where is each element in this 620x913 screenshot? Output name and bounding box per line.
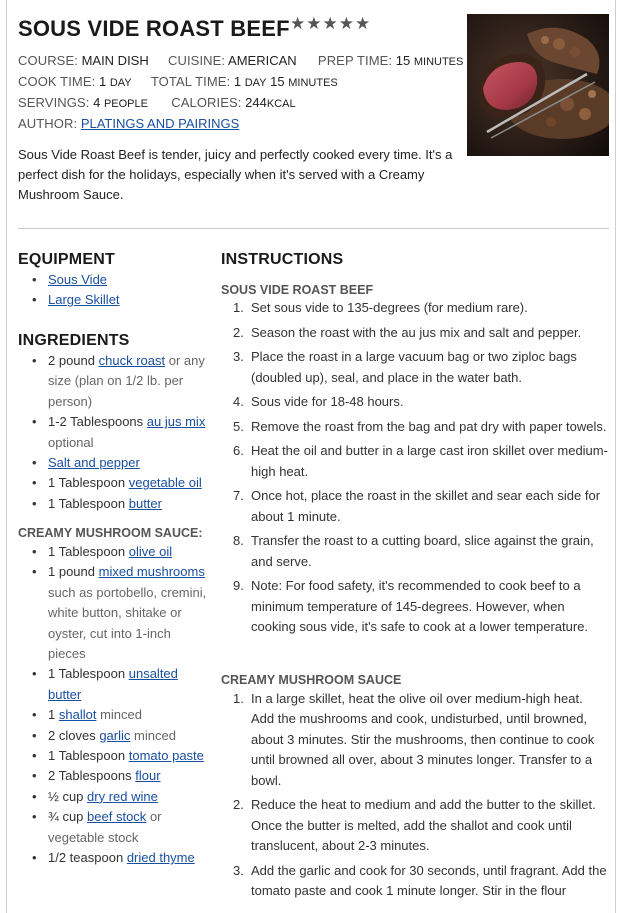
- ingredient-name-link[interactable]: flour: [135, 768, 161, 784]
- instruction-step: [233, 576, 608, 637]
- ingredient-amount: 2 Tablespoons: [48, 768, 132, 784]
- step-number: 1.: [233, 300, 244, 315]
- recipe-title: SOUS VIDE ROAST BEEF: [18, 16, 290, 41]
- cook-time-unit: DAY: [109, 77, 132, 89]
- instruction-step: [233, 298, 608, 318]
- sauce-instructions-heading: CREAMY MUSHROOM SAUCE: [221, 673, 402, 687]
- beef-steps-list: [233, 298, 608, 642]
- ingredient-item: [28, 705, 208, 725]
- meta-row-3: [18, 95, 296, 110]
- equipment-item: [28, 270, 208, 290]
- ingredient-name-link[interactable]: butter: [128, 495, 162, 511]
- ingredient-item: [28, 494, 208, 514]
- ingredient-item: [28, 848, 208, 868]
- instruction-step: [233, 323, 608, 343]
- step-number: 3.: [233, 862, 244, 878]
- prep-time-label: PREP TIME:: [317, 53, 393, 68]
- ingredient-amount: ¾ cup: [48, 809, 84, 825]
- total-time-value-2: 15: [270, 74, 285, 89]
- step-text: Heat the oil and butter in a large cast iron skillet over medium-high heat.: [251, 443, 608, 479]
- ingredient-name-link[interactable]: chuck roast: [98, 353, 166, 368]
- ingredient-name-link[interactable]: shallot: [58, 707, 97, 723]
- recipe-summary: Sous Vide Roast Beef is tender, juicy and perfectly cooked every time. It's a perfect dish for the holidays, especially when it's served with a Creamy Mushroom Sauce.: [18, 147, 453, 202]
- step-number: 1.: [233, 691, 244, 706]
- ingredient-item: [28, 473, 208, 493]
- cuisine-label: CUISINE:: [167, 53, 226, 68]
- ingredients-list: [28, 351, 208, 514]
- step-text: Transfer the roast to a cutting board, slice against the grain, and serve.: [251, 533, 594, 569]
- step-text: Once hot, place the roast in the skillet and sear each side for about 1 minute.: [251, 488, 601, 524]
- ingredient-item: [28, 807, 208, 848]
- step-number: 8.: [233, 533, 244, 549]
- step-text: Add the garlic and cook for 30 seconds, until fragrant. Add the tomato paste and cook 1 minute longer. Stir in the flour: [251, 862, 607, 899]
- calories-value: 244: [245, 95, 267, 110]
- ingredient-note: or any size (plan on 1/2 lb. per person): [48, 353, 205, 409]
- ingredient-amount: 1 pound: [48, 564, 95, 580]
- ingredient-amount: 1 Tablespoon: [48, 748, 126, 764]
- author-link[interactable]: PLATINGS AND PAIRINGS: [80, 116, 240, 131]
- ingredient-amount: 1: [48, 707, 56, 723]
- meta-row-4: [18, 116, 239, 131]
- ingredient-name-link[interactable]: vegetable oil: [128, 475, 202, 491]
- step-number: 2.: [233, 797, 244, 813]
- ingredient-item: [28, 562, 208, 664]
- ingredient-name-link[interactable]: unsalted butter: [48, 666, 178, 702]
- cuisine-value: AMERICAN: [228, 53, 297, 68]
- equipment-link[interactable]: Sous Vide: [48, 272, 108, 287]
- sauce-ingredients-heading: CREAMY MUSHROOM SAUCE:: [18, 526, 203, 540]
- ingredient-amount: 2 cloves: [48, 727, 96, 743]
- equipment-link[interactable]: Large Skillet: [48, 292, 120, 308]
- ingredient-name-link[interactable]: mixed mushrooms: [98, 564, 205, 580]
- step-text: Season the roast with the au jus mix and salt and pepper.: [251, 324, 582, 340]
- step-number: 7.: [233, 488, 244, 504]
- equipment-item: [28, 290, 208, 310]
- ingredients-heading: INGREDIENTS: [18, 332, 130, 349]
- step-number: 5.: [233, 418, 244, 434]
- step-text: In a large skillet, heat the olive oil over medium-high heat. Add the mushrooms and cook, undisturbed, until browned, about 3 minutes. Stir the mushrooms, then continue to cook until browned all over, about 3 minutes longer. Transfer to a bowl.: [251, 691, 595, 788]
- ingredient-note: optional: [48, 434, 94, 450]
- calories-unit: KCAL: [266, 98, 296, 110]
- meta-row-2: [18, 74, 338, 89]
- ingredient-item: [28, 542, 208, 562]
- ingredient-name-link[interactable]: garlic: [99, 727, 131, 743]
- ingredient-amount: 1 Tablespoon: [48, 495, 126, 511]
- ingredient-name-link[interactable]: Salt and pepper: [48, 455, 140, 471]
- calories-label: CALORIES:: [171, 95, 242, 110]
- ingredient-name-link[interactable]: tomato paste: [128, 748, 204, 764]
- ingredient-name-link[interactable]: au jus mix: [146, 414, 206, 430]
- step-text: Set sous vide to 135-degrees (for medium rare).: [251, 300, 528, 315]
- ingredient-note: minced: [134, 727, 176, 743]
- step-text: Note: For food safety, it's recommended to cook beef to a minimum temperature of 145-degrees. However, when cooking sous vide, it's safe to cook at a lower temperature.: [251, 578, 589, 635]
- instruction-step: [233, 795, 608, 856]
- sauce-ingredients-list: [28, 542, 208, 869]
- step-text: Remove the roast from the bag and pat dry with paper towels.: [251, 418, 607, 434]
- instruction-step: [233, 486, 608, 527]
- ingredient-name-link[interactable]: dried thyme: [126, 850, 195, 866]
- servings-unit: PEOPLE: [103, 98, 148, 110]
- instruction-step: [233, 861, 608, 902]
- step-number: 3.: [233, 349, 244, 365]
- step-number: 4.: [233, 394, 244, 410]
- sauce-steps-list: [233, 689, 608, 906]
- ingredient-note: minced: [100, 707, 142, 723]
- meta-row-1: [18, 53, 463, 68]
- ingredient-amount: ½ cup: [48, 788, 84, 804]
- ingredient-note: such as portobello, cremini, white button, shitake or oyster, cut into 1-inch pieces: [48, 584, 207, 662]
- course-value: MAIN DISH: [81, 53, 149, 68]
- step-text: Sous vide for 18-48 hours.: [251, 394, 404, 410]
- ingredient-item: [28, 453, 208, 473]
- ingredient-amount: 1 Tablespoon: [48, 666, 126, 682]
- section-divider: [18, 228, 609, 229]
- ingredient-item: [28, 766, 208, 786]
- step-number: 9.: [233, 578, 244, 594]
- step-number: 2.: [233, 324, 244, 340]
- step-text: Reduce the heat to medium and add the butter to the skillet. Once the butter is melted, add the shallot and cook until translucent, about 2-3 minutes.: [251, 797, 596, 854]
- roast-beef-image: [467, 14, 609, 156]
- rating-stars[interactable]: ★★★★★: [290, 14, 372, 33]
- ingredient-note: or vegetable stock: [48, 809, 162, 845]
- instructions-heading: INSTRUCTIONS: [221, 251, 344, 268]
- course-label: COURSE:: [18, 53, 78, 68]
- ingredient-item: [28, 412, 208, 453]
- ingredient-item: [28, 664, 208, 705]
- instruction-step: [233, 531, 608, 572]
- prep-time-unit: MINUTES: [413, 56, 464, 68]
- instruction-step: [233, 392, 608, 412]
- total-time-unit-minutes: MINUTES: [288, 77, 338, 89]
- ingredient-name-link[interactable]: beef stock: [87, 809, 147, 825]
- equipment-list: [28, 270, 208, 311]
- ingredient-name-link[interactable]: dry red wine: [87, 788, 158, 804]
- prep-time-value: 15: [395, 53, 411, 68]
- author-label: AUTHOR:: [18, 116, 78, 131]
- total-time-unit-day: DAY: [244, 77, 267, 89]
- recipe-photo: [467, 14, 609, 156]
- ingredient-amount: 2 pound: [48, 353, 95, 368]
- servings-value: 4: [93, 95, 101, 110]
- beef-instructions-heading: SOUS VIDE ROAST BEEF: [221, 283, 374, 297]
- equipment-heading: EQUIPMENT: [18, 251, 115, 268]
- instruction-step: [233, 689, 608, 791]
- ingredient-item: [28, 726, 208, 746]
- cook-time-value: 1: [98, 74, 107, 89]
- total-time-value: 1: [233, 74, 242, 89]
- step-text: Place the roast in a large vacuum bag or two ziploc bags (doubled up), seal, and place in the water bath.: [251, 349, 577, 385]
- step-number: 6.: [233, 443, 244, 459]
- ingredient-name-link[interactable]: olive oil: [128, 544, 173, 559]
- instruction-step: [233, 417, 608, 437]
- ingredient-amount: 1 Tablespoon: [48, 544, 126, 559]
- servings-label: SERVINGS:: [18, 95, 90, 110]
- ingredient-amount: 1 Tablespoon: [48, 475, 126, 491]
- ingredient-item: [28, 787, 208, 807]
- ingredient-item: [28, 351, 208, 412]
- ingredient-amount: 1-2 Tablespoons: [48, 414, 144, 430]
- total-time-label: TOTAL TIME:: [150, 74, 231, 89]
- ingredient-amount: 1/2 teaspoon: [48, 850, 124, 866]
- ingredient-item: [28, 746, 208, 766]
- instruction-step: [233, 347, 608, 388]
- cook-time-label: COOK TIME:: [18, 74, 96, 89]
- instruction-step: [233, 441, 608, 482]
